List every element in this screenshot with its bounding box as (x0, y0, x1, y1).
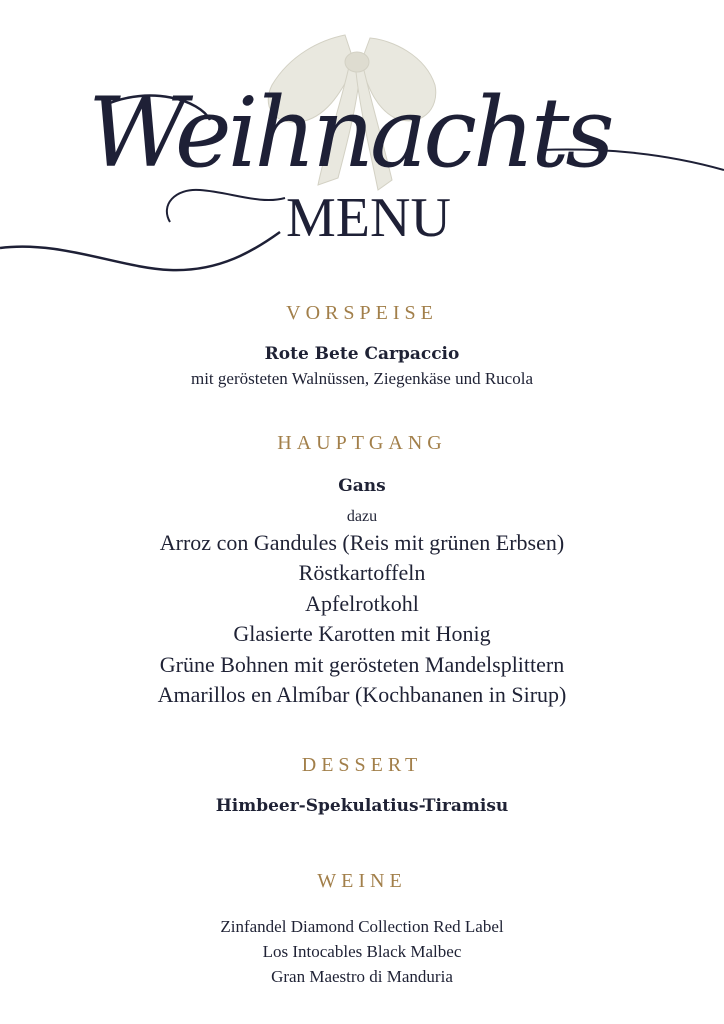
section-weine (0, 864, 724, 989)
script-title: Weihnachts (88, 77, 611, 189)
section-heading: VORSPEISE (286, 302, 438, 324)
side-dish-item: Arroz con Gandules (Reis mit grünen Erbsen) (159, 530, 565, 555)
header (0, 0, 724, 300)
section-dessert (0, 748, 724, 820)
section-heading: DESSERT (301, 754, 423, 777)
connector-text: dazu (346, 508, 378, 525)
wine-item: Los Intocables Black Malbec (262, 942, 462, 962)
section-vorspeise (0, 296, 724, 390)
menu-content (0, 296, 724, 989)
dish-name: Himbeer-Spekulatius-Tiramisu (215, 796, 509, 817)
wine-item: Gran Maestro di Manduria (271, 967, 453, 987)
side-dish-item: Röstkartoffeln (298, 560, 426, 586)
dish-name: Rote Bete Carpaccio (264, 344, 460, 364)
section-hauptgang (0, 426, 724, 710)
side-dish-item: Amarillos en Almíbar (Kochbananen in Sirup) (157, 682, 567, 708)
side-dish-item: Grüne Bohnen mit gerösteten Mandelsplittern (159, 651, 565, 677)
dish-description: mit gerösteten Walnüssen, Ziegenkäse und Rucola (190, 369, 533, 388)
side-dish-item: Apfelrotkohl (305, 590, 419, 616)
wine-list (0, 914, 724, 989)
side-dish-item: Glasierte Karotten mit Honig (233, 621, 491, 647)
section-heading: WEINE (317, 870, 407, 893)
dish-name: Gans (338, 476, 386, 496)
side-dish-list (0, 528, 724, 710)
wine-item: Zinfandel Diamond Collection Red Label (220, 917, 504, 937)
menu-title: MENU (286, 187, 451, 249)
section-heading: HAUPTGANG (277, 432, 447, 454)
